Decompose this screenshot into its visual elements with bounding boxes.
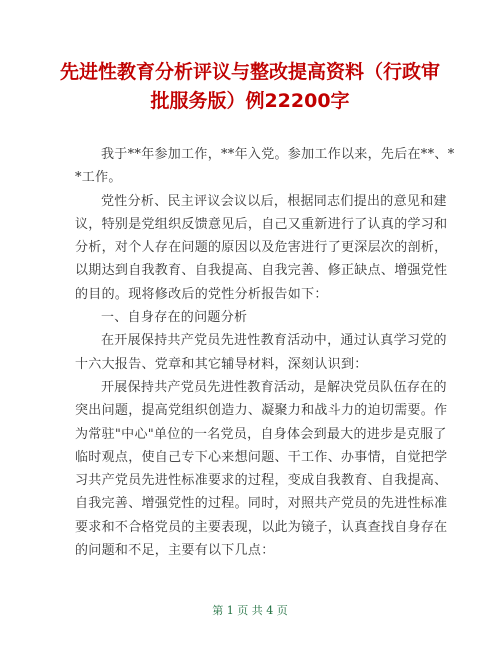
body-line: 党性分析、民主评议会议以后，根据同志们提出的意见和建	[101, 193, 447, 209]
body-line: 我于**年参加工作，**年入党。参加工作以来，先后在**、*	[101, 147, 455, 162]
body-line: 以期达到自我教育、自我提高、自我完善、修正缺点、增强党性	[75, 263, 448, 279]
title-line-2: 批服务版）例22200字	[150, 90, 350, 112]
body-line: 议，特别是党组织反馈意见后，自己又重新进行了认真的学习和	[75, 216, 448, 232]
document-body	[75, 143, 455, 562]
body-line: 十六大报告、党章和其它辅导材料，深刻认识到：	[75, 356, 368, 372]
body-line: 分析，对个人存在问题的原因以及危害进行了更深层次的剖析，	[75, 240, 448, 256]
body-line: 突出问题，提高党组织创造力、凝聚力和战斗力的迫切需要。作	[75, 403, 448, 419]
body-line: 临时观点，使自己专下心来想问题、干工作、办事情，自觉把学	[75, 449, 448, 465]
body-line: 开展保持共产党员先进性教育活动，是解决党员队伍存在的	[101, 379, 447, 395]
document-title	[60, 58, 440, 116]
body-line: 的目的。现将修改后的党性分析报告如下：	[75, 286, 328, 302]
title-line-1: 先进性教育分析评议与整改提高资料（行政审	[60, 61, 441, 83]
page-footer: 第 1 页 共 4 页	[212, 604, 288, 617]
body-line: 的问题和不足，主要有以下几点：	[75, 543, 275, 559]
body-line: 为常驻"中心"单位的一名党员，自身体会到最大的进步是克服了	[75, 426, 447, 442]
body-line: 习共产党员先进性标准要求的过程，变成自我教育、自我提高、	[75, 473, 448, 489]
body-line: 自我完善、增强党性的过程。同时，对照共产党员的先进性标准	[75, 496, 448, 512]
body-line: 一、自身存在的问题分析	[101, 310, 248, 326]
body-line: 要求和不合格党员的主要表现，以此为镜子，认真查找自身存在	[75, 519, 448, 535]
body-line: *工作。	[75, 170, 122, 186]
body-line: 在开展保持共产党员先进性教育活动中，通过认真学习党的	[101, 333, 447, 349]
